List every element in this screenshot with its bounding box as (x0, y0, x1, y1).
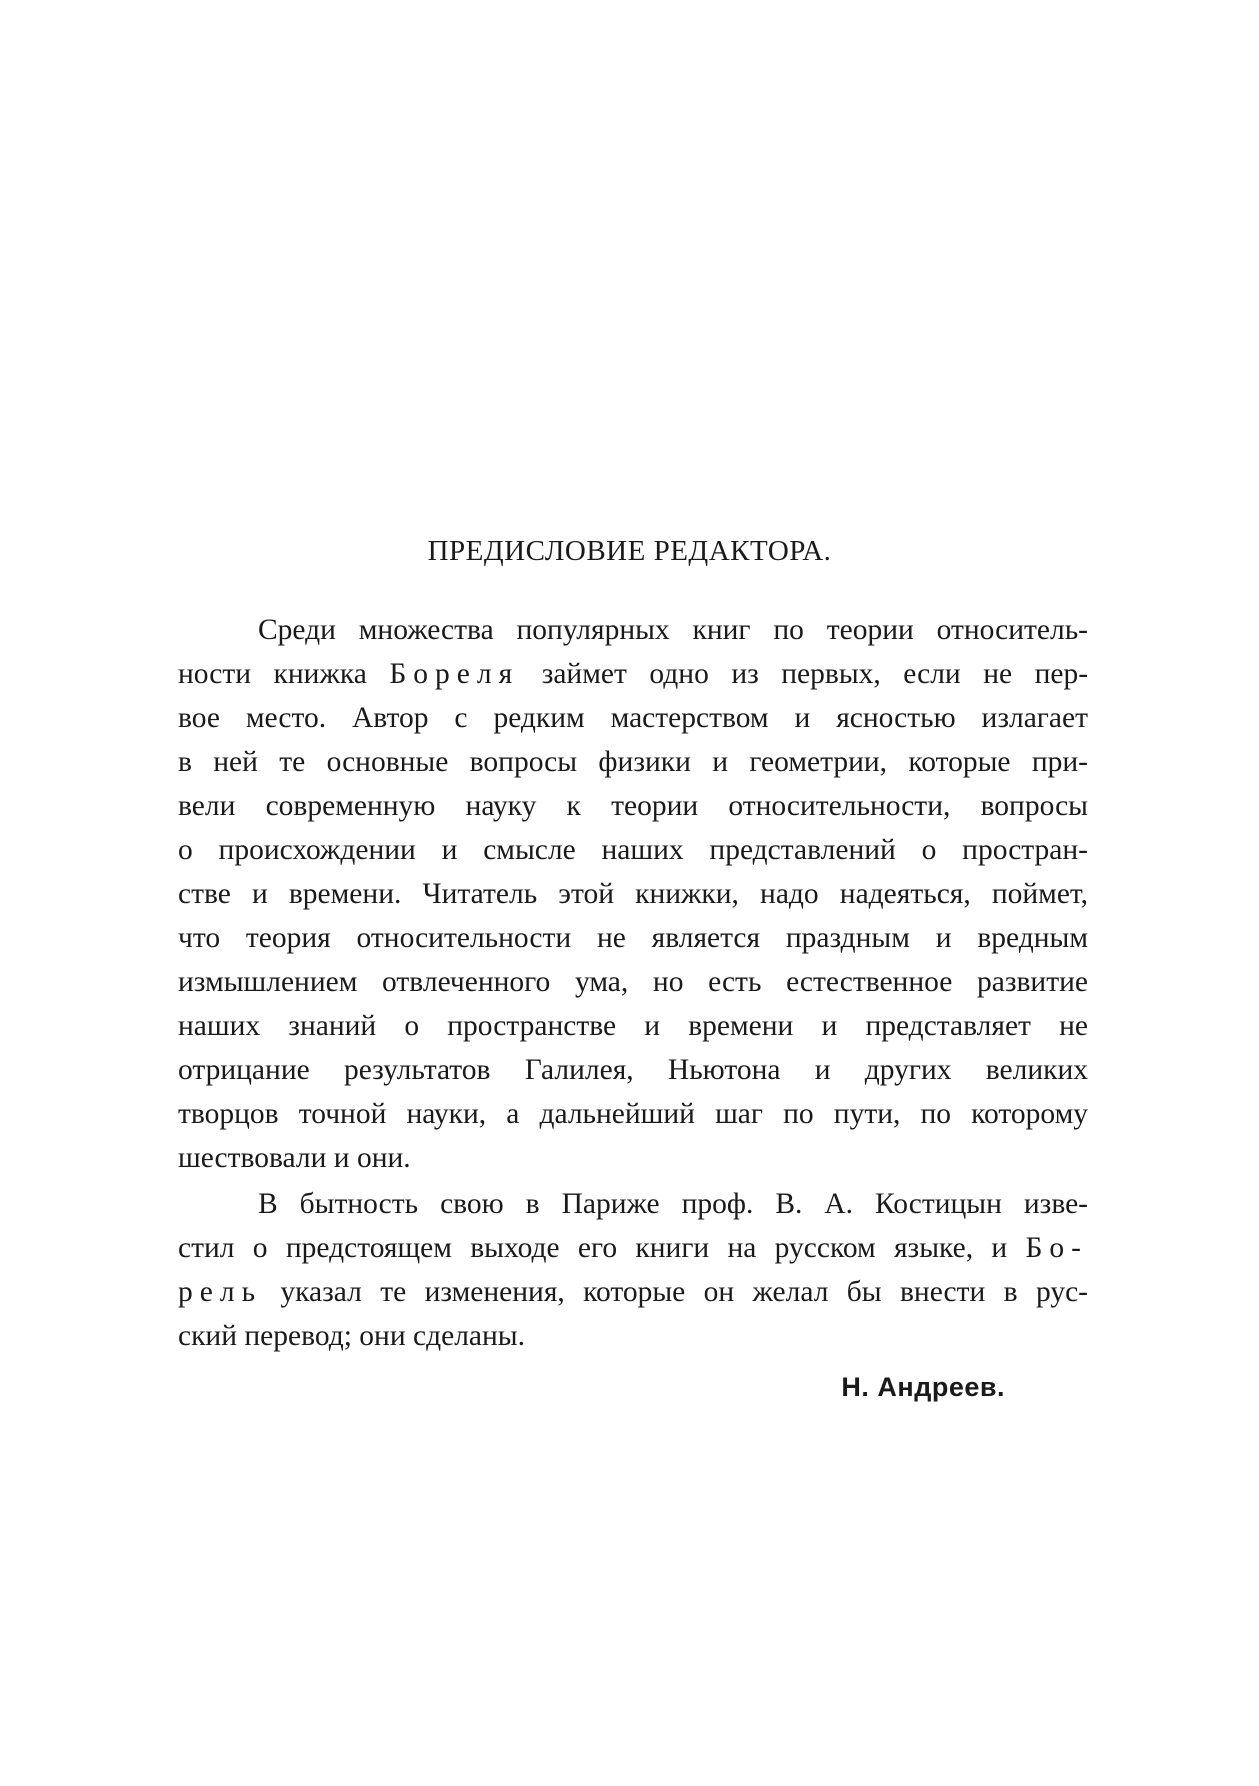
author-name-spaced: Бореля (389, 658, 520, 690)
text-line: Среди множества популярных книг по теории относитель- (258, 614, 1088, 646)
page-title: ПРЕДИСЛОВИЕ РЕДАКТОРА. (427, 535, 832, 567)
text-line: вели современную науку к теории относительности, вопросы (178, 790, 1088, 822)
text-fragment: ности книжка (178, 658, 367, 690)
text-line: стве и времени. Читатель этой книжки, надо надеяться, поймет, (178, 878, 1088, 910)
text-line: творцов точной науки, а дальнейший шаг по пути, по которому (178, 1098, 1088, 1130)
author-name-spaced: рель (178, 1276, 263, 1308)
paragraph-1 (178, 608, 1088, 1180)
text-line: отрицание результатов Галилея, Ньютона и других великих (178, 1054, 1088, 1086)
text-line (178, 1226, 1088, 1270)
author-name-spaced: Бо- (1025, 1232, 1088, 1264)
paragraph-2 (178, 1182, 1088, 1358)
text-line: вое место. Автор с редким мастерством и ясностью излагает (178, 702, 1088, 734)
text-line: что теория относительности не является праздным и вредным (178, 922, 1088, 954)
text-line (178, 1270, 1088, 1314)
text-fragment: стил о предстоящем выходе его книги на русском языке, и (178, 1232, 1008, 1264)
text-line: измышлением отвлеченного ума, но есть естественное развитие (178, 966, 1088, 998)
text-fragment: займет одно из первых, если не пер- (541, 658, 1089, 690)
text-line (178, 652, 1088, 696)
text-line: ский перевод; они сделаны. (178, 1320, 525, 1352)
text-line: шествовали и они. (178, 1142, 411, 1174)
text-line: о происхождении и смысле наших представлений о простран- (178, 834, 1088, 866)
text-line: наших знаний о пространстве и времени и представляет не (178, 1010, 1088, 1042)
text-line: в ней те основные вопросы физики и геометрии, которые при- (178, 746, 1088, 778)
text-fragment: указал те изменения, которые он желал бы внести в рус- (280, 1276, 1088, 1308)
signature: Н. Андреев. (841, 1372, 1005, 1402)
text-line: В бытность свою в Париже проф. В. А. Костицын изве- (258, 1188, 1088, 1220)
